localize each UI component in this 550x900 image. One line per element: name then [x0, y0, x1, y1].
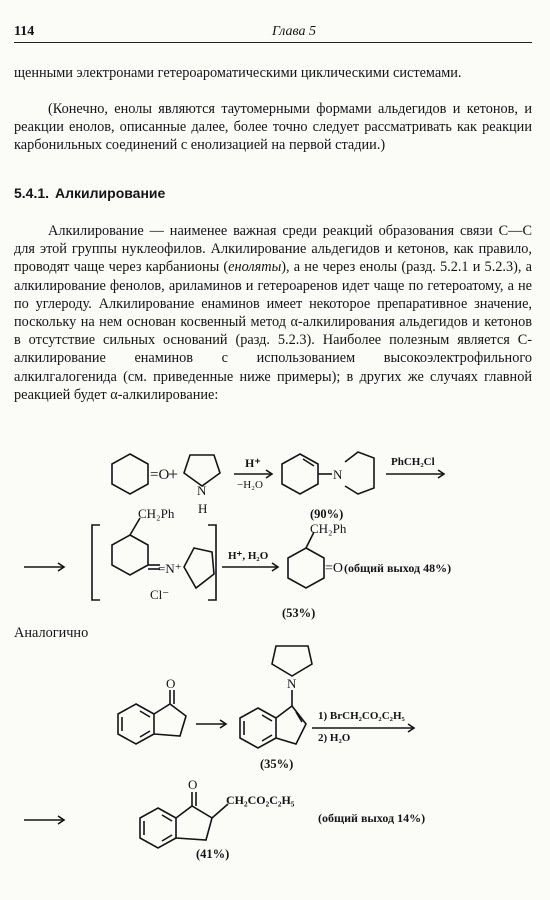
- product-benzene-ring: [140, 808, 176, 848]
- cyclohexanone-ring: [112, 454, 148, 494]
- indene-pyrrolidine-ring: [272, 646, 312, 676]
- scheme2-chloride: Cl⁻: [150, 587, 170, 602]
- product-cyclohexanone-ring: [288, 548, 324, 588]
- scheme3-step2: 2) H₂O: [318, 732, 351, 744]
- scheme4-o-label: O: [188, 777, 198, 792]
- enamine-pyrrolidine-ring: [345, 452, 374, 494]
- scheme1-h-label: H: [198, 501, 208, 516]
- scheme4-substituent: CH₂CO₂C₂H₅: [226, 793, 295, 807]
- scheme1-n-label: N: [197, 483, 207, 498]
- scheme4-yield: (41%): [196, 847, 230, 861]
- indanone-five-ring: [154, 704, 186, 736]
- scheme1-arrow-bottom: −H₂O: [237, 479, 263, 491]
- scheme2-ch2ph-2: CH₂Ph: [310, 521, 347, 536]
- scheme1-reagent: PhCH₂Cl: [391, 456, 435, 468]
- scheme3-yield: (35%): [260, 757, 294, 771]
- product-five-ring: [176, 806, 212, 840]
- scheme2-o-label: =O: [325, 561, 344, 576]
- paragraph-italic-term: еноляты: [228, 259, 282, 276]
- paragraph-note: (Конечно, енолы являются таутомерными формами альдегидов и кетонов, и реакции енолов, описанные далее, более точно следует рассматривать как реакции карбонильных соединений с енолизацией на первой стадии.): [14, 101, 532, 154]
- scheme1-plus: +: [168, 464, 179, 484]
- scheme1-n-label2: N: [333, 467, 343, 482]
- bracket-left: [92, 525, 100, 600]
- scheme3-step1: 1) BrCH₂CO₂C₂H₅: [318, 710, 405, 722]
- scheme2-arrow-top: H⁺, H₂O: [228, 550, 269, 562]
- scheme2-iminium-label: =N⁺: [158, 561, 182, 576]
- pyrrolidine-ring: [184, 455, 220, 486]
- scheme3-o-label: O: [166, 676, 176, 691]
- analogously-label: Аналогично: [14, 625, 89, 641]
- iminium-pyrrolidine-ring: [184, 548, 214, 588]
- page-number: 114: [14, 24, 35, 39]
- indanone-benzene-ring: [118, 704, 154, 744]
- indene-benzene-ring: [240, 708, 276, 748]
- iminium-cyclohexane-ring: [112, 535, 148, 575]
- scheme2-ch2ph-1: CH₂Ph: [138, 506, 175, 521]
- section-number: 5.4.1.: [14, 185, 50, 201]
- scheme2-yield: (53%): [282, 606, 316, 620]
- section-title: Алкилирование: [55, 185, 166, 201]
- paragraph-text-start: Алкилирование — наименее важная среди реакций образования связи С—С для этой группы нуклеофилов. Алкилирование альдегидов и кетонов, как правило, проводят чаще через карбанионы (: [14, 223, 532, 276]
- indene-five-ring: [276, 706, 306, 744]
- scheme1-arrow-top: H⁺: [245, 456, 261, 470]
- scheme1-yield: (90%): [310, 507, 344, 521]
- cyclohexene-ring: [282, 454, 318, 494]
- scheme3-n-label: N: [287, 676, 297, 691]
- chapter-title: Глава 5: [272, 24, 316, 39]
- paragraph-continuation: щенными электронами гетероароматическими циклическими системами.: [14, 65, 462, 81]
- bracket-right: [208, 525, 216, 600]
- scheme1-o-label: =O: [150, 467, 170, 483]
- scheme4-overall-yield: (общий выход 14%): [318, 811, 426, 825]
- paragraph-text-end: ), а не через енолы (разд. 5.2.1 и 5.2.3), а алкилирование фенолов, ариламинов и гетероаренов идет чаще по гетероатому, а не по углероду. Алкилирование енаминов имеет некоторое препаративное значение, поскольку на нем основан косвенный метод α-алкилирования альдегидов и кетонов в отсутствие сильных оснований (разд. 5.2.3). Наиболее полезным является С-алкилирование енаминов с использованием высокоэлектрофильного алкилгалогенида (см. приведенные ниже примеры); в других же случаях главной реакцией будет α-алкилирование:: [14, 259, 532, 403]
- scheme2-overall-yield: (общий выход 48%): [344, 561, 452, 575]
